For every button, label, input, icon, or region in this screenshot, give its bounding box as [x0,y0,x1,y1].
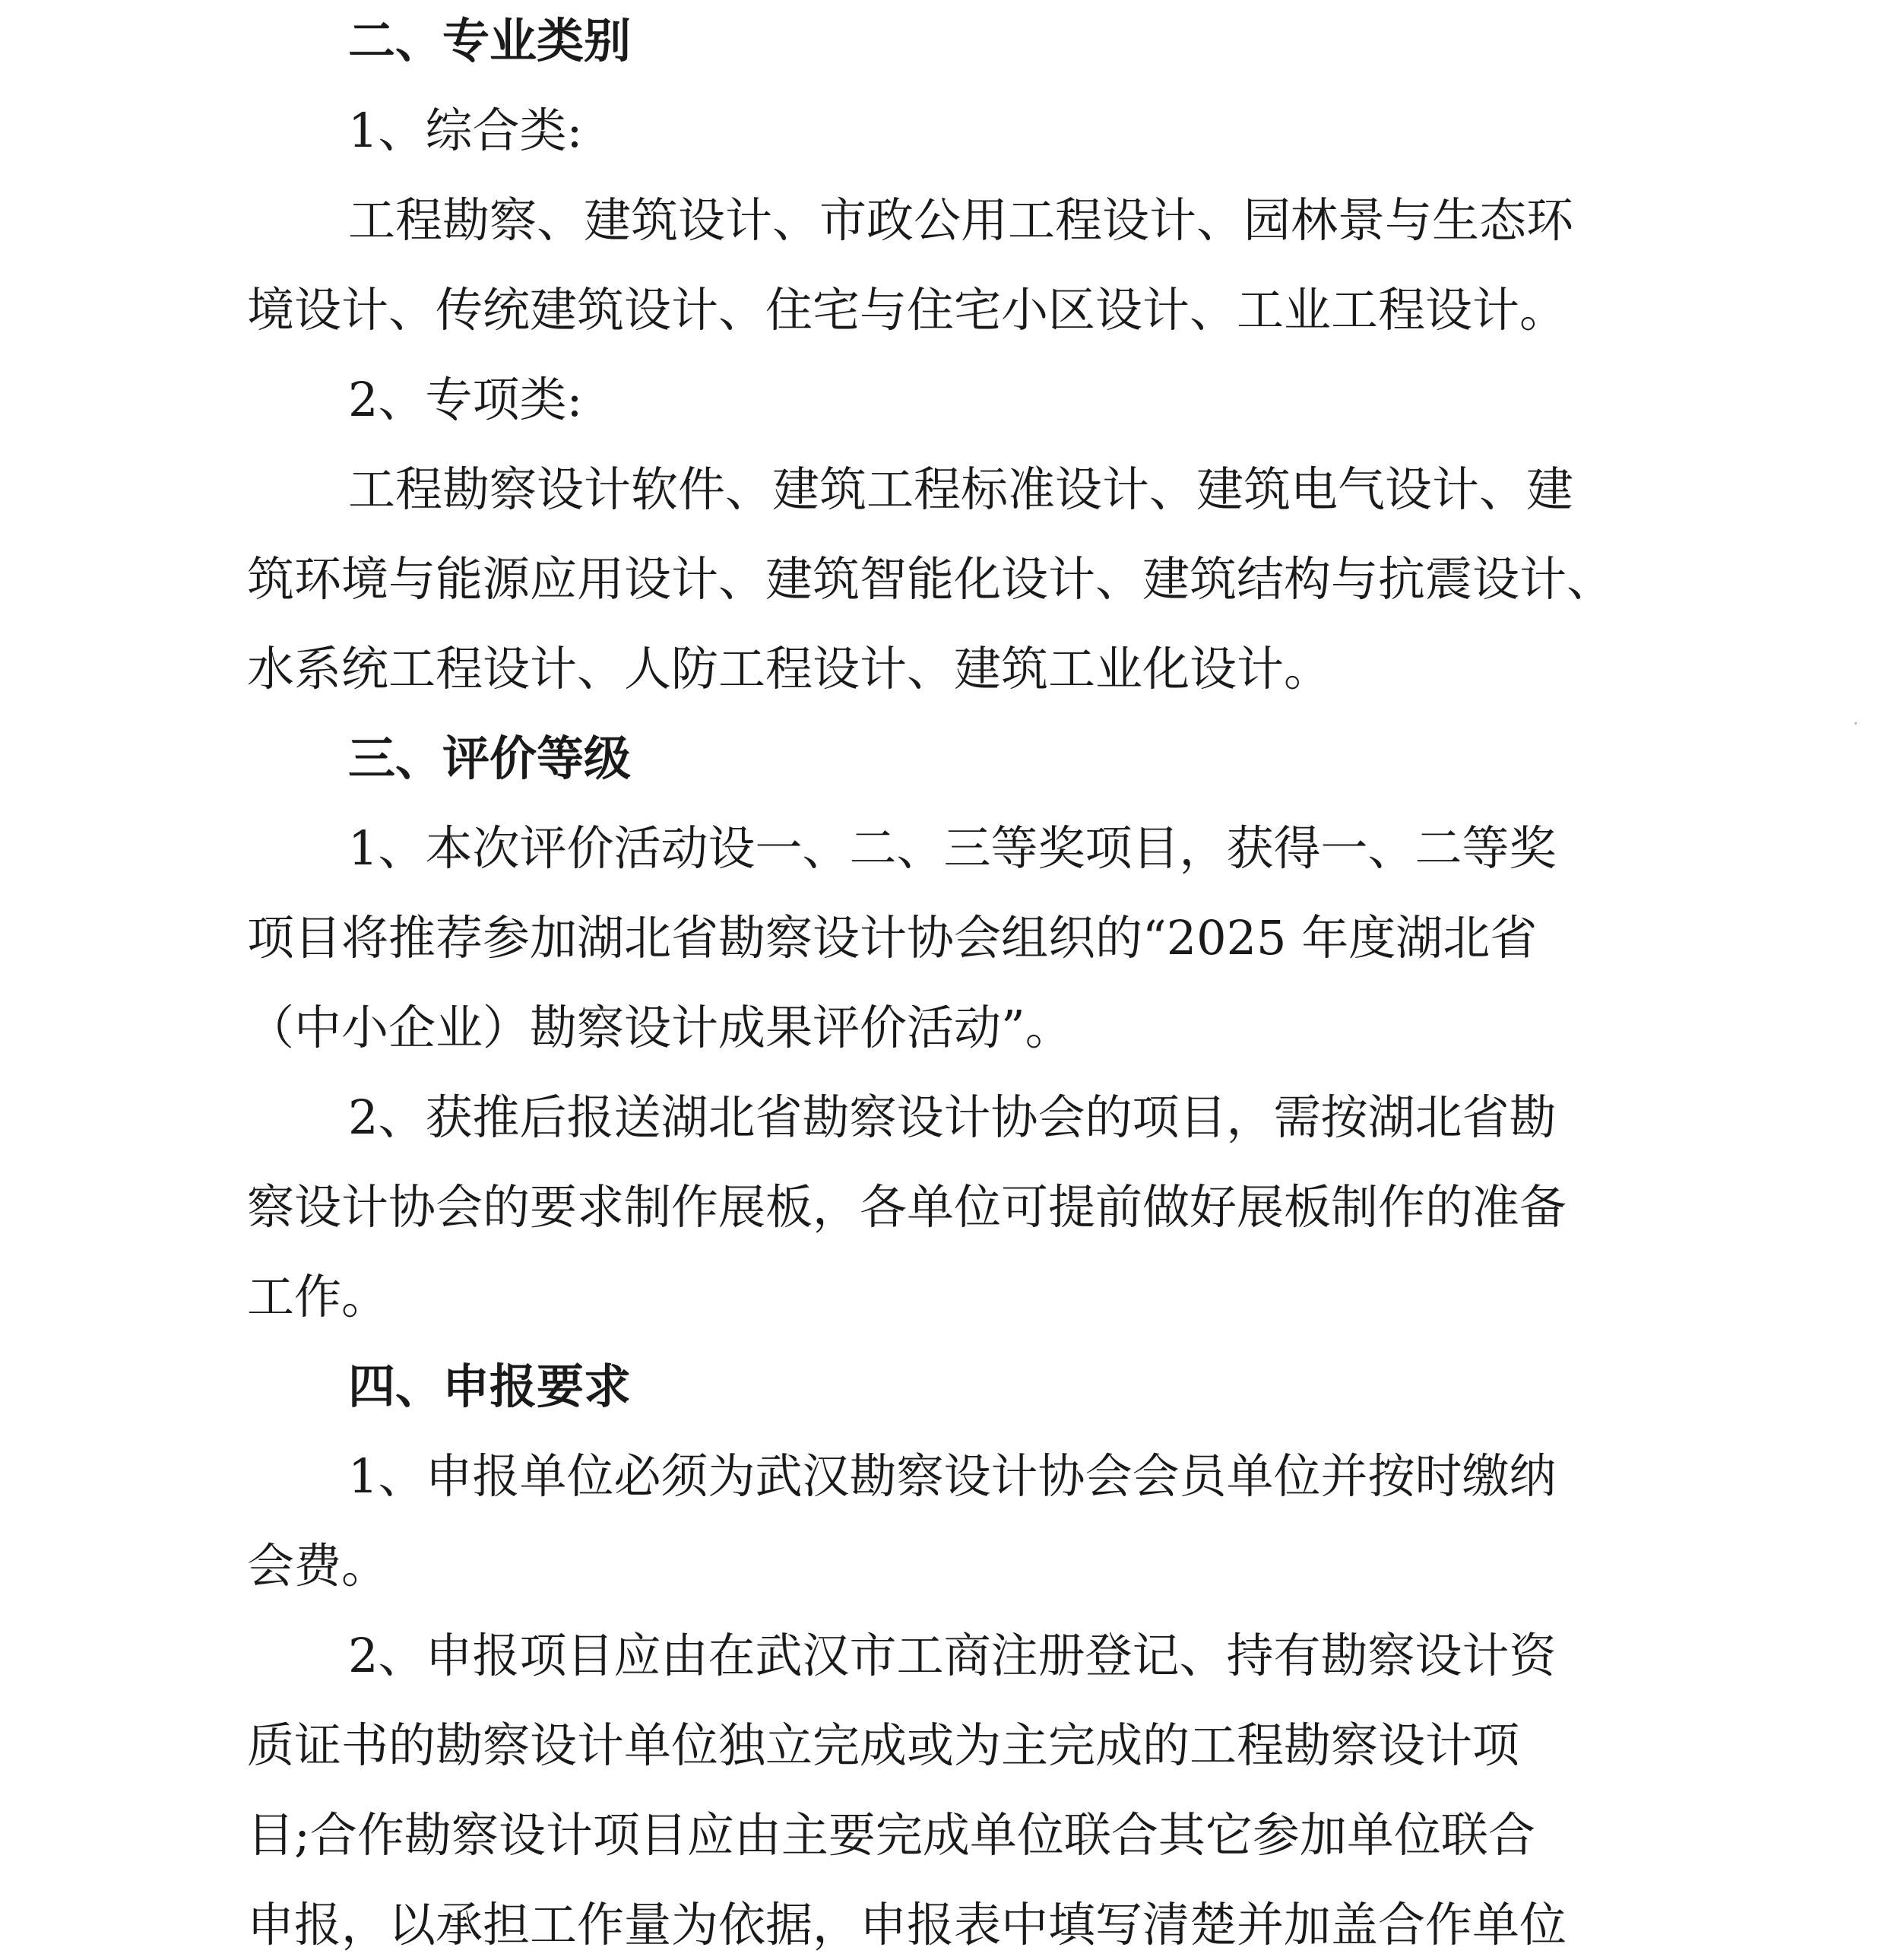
subheading-special: 2、专项类: [348,372,583,427]
section-heading-2: 二、专业类别 [348,13,632,68]
paragraph-line: 申报，以承担工作量为依据，申报表中填写清楚并加盖合作单位 [247,1897,1567,1952]
paragraph-line: 2、申报项目应由在武汉市工商注册登记、持有勘察设计资 [348,1628,1557,1683]
paragraph-line: 水系统工程设计、人防工程设计、建筑工业化设计。 [247,641,1332,696]
paragraph-line: 工作。 [247,1269,389,1324]
subheading-comprehensive: 1、综合类: [348,103,583,158]
section-heading-3: 三、评价等级 [348,731,632,786]
paragraph-line: 项目将推荐参加湖北省勘察设计协会组织的“2025 年度湖北省 [247,910,1538,966]
section-heading-4: 四、申报要求 [348,1359,632,1414]
paragraph-line: 1、本次评价活动设一、二、三等奖项目，获得一、二等奖 [348,820,1557,876]
paragraph-line: 会费。 [247,1538,389,1594]
paragraph-line: 境设计、传统建筑设计、住宅与住宅小区设计、工业工程设计。 [247,282,1567,338]
paragraph-line: 工程勘察、建筑设计、市政公用工程设计、园林景与生态环 [348,192,1574,248]
paragraph-line: 目;合作勘察设计项目应由主要完成单位联合其它参加单位联合 [247,1807,1535,1863]
paragraph-line: 筑环境与能源应用设计、建筑智能化设计、建筑结构与抗震设计、 [247,551,1614,607]
paragraph-line: 工程勘察设计软件、建筑工程标准设计、建筑电气设计、建 [348,461,1574,517]
paragraph-line: 察设计协会的要求制作展板，各单位可提前做好展板制作的准备 [247,1179,1567,1235]
paragraph-line: （中小企业）勘察设计成果评价活动”。 [247,1000,1072,1055]
paragraph-line: 1、申报单位必须为武汉勘察设计协会会员单位并按时缴纳 [348,1448,1557,1504]
paragraph-line: 质证书的勘察设计单位独立完成或为主完成的工程勘察设计项 [247,1717,1520,1773]
paragraph-line: 2、获推后报送湖北省勘察设计协会的项目，需按湖北省勘 [348,1089,1557,1145]
scan-speck [1855,722,1857,725]
